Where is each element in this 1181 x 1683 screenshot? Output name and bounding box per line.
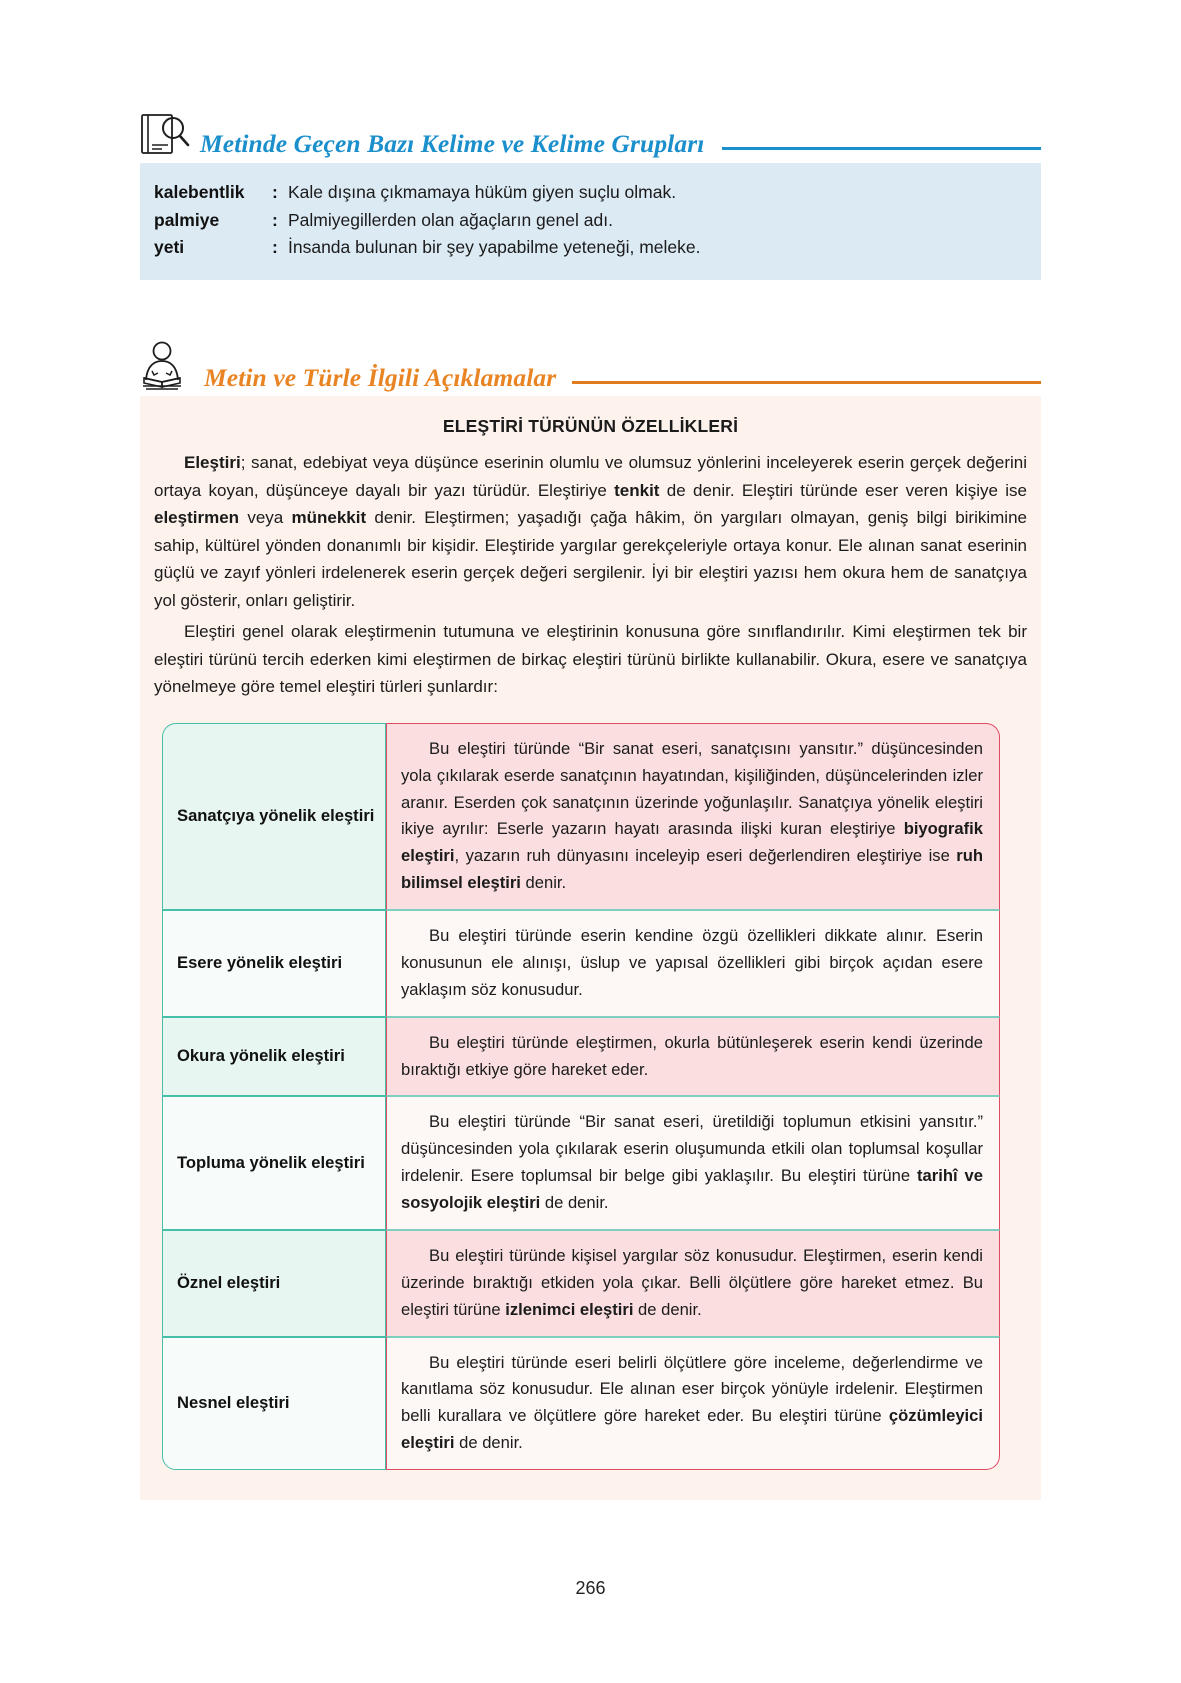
vocabulary-list-box <box>140 163 1041 280</box>
criticism-type-label: Okura yönelik eleştiri <box>162 1017 386 1097</box>
criticism-type-label: Öznel eleştiri <box>162 1230 386 1337</box>
genre-content-title: ELEŞTİRİ TÜRÜNÜN ÖZELLİKLERİ <box>442 416 739 436</box>
vocabulary-definition: Kale dışına çıkmamaya hüküm giyen suçlu olmak. <box>288 182 677 202</box>
criticism-type-description: Bu eleştiri türünde eseri belirli ölçütlere göre inceleme, değerlendirme ve kanıtlama söz konusudur. Ele alınan eser birçok yönüyle irdelenir. Eleştirmen belli kurallara ve ölçütlere göre hareket eder. Bu eleştiri türüne çözümleyici eleştiri de denir. <box>386 1337 1000 1471</box>
genre-section-header <box>140 340 1041 392</box>
vocabulary-section <box>140 112 1041 280</box>
vocabulary-term: kalebentlik <box>154 182 245 202</box>
vocabulary-colon: : <box>272 237 278 257</box>
genre-section-title: Metin ve Türle İlgili Açıklamalar <box>204 362 557 392</box>
criticism-type-description: Bu eleştiri türünde eserin kendine özgü özellikleri dikkate alınır. Eserin konusunun ele alınışı, üslup ve yapısal özellikleri gibi birçok açıdan esere yaklaşım söz konusudur. <box>386 910 1000 1017</box>
table-row <box>162 1017 1000 1097</box>
criticism-type-description: Bu eleştiri türünde “Bir sanat eseri, üretildiği toplumun etkisini yansıtır.” düşüncesinden yola çıkılarak eserin oluşumunda etkili olan toplumsal koşullar irdelenir. Esere toplumsal bir belge gibi yaklaşılır. Bu eleştiri türüne tarihî ve sosyolojik eleştiri de denir. <box>386 1096 1000 1230</box>
table-row <box>162 1230 1000 1337</box>
vocabulary-entry <box>140 179 1041 207</box>
genre-content-box <box>140 396 1041 1500</box>
vocabulary-colon: : <box>272 182 278 202</box>
criticism-type-description: Bu eleştiri türünde eleştirmen, okurla bütünleşerek eserin kendi üzerinde bıraktığı etkiye göre hareket eder. <box>386 1017 1000 1097</box>
vocabulary-term: yeti <box>154 237 185 257</box>
vocabulary-colon: : <box>272 209 278 230</box>
genre-paragraph: Eleştiri; sanat, edebiyat veya düşünce eserinin olumlu ve olumsuz yönlerini inceleyerek eserin gerçek değerini ortaya koyan, düşünceye dayalı bir yazı türüdür. Eleştiriye tenkit de denir. Eleştiri türünde eser veren kişiye ise eleştirmen veya münekkit denir. Eleştirmen; yaşadığı çağa hâkim, ön yargıları olmayan, geniş bilgi birikimine sahip, kültürel yönden donanımlı bir kişidir. Eleştiride yargılar gerekçeleriyle ortaya konur. Ele alınan sanat eserinin güçlü ve zayıf yönleri irdelenerek eserin gerçek değeri sergilenir. İyi bir eleştiri yazısı hem okura hem de sanatçıya yol gösterir, onları geliştirir. <box>154 453 1027 610</box>
criticism-type-description: Bu eleştiri türünde “Bir sanat eseri, sanatçısını yansıtır.” düşüncesinden yola çıkılarak eserde sanatçının hayatından, kişiliğinden, düşüncelerinden izler aranır. Eserden çok sanatçının üzerinde yoğunlaşılır. Sanatçıya yönelik eleştiri ikiye ayrılır: Eserle yazarın hayatı arasında ilişki kuran eleştiriye biyografik eleştiri, yazarın ruh dünyasını inceleyip eseri değerlendiren eleştiriye ise ruh bilimsel eleştiri denir. <box>386 723 1000 910</box>
table-row <box>162 1337 1000 1471</box>
vocabulary-definition: İnsanda bulunan bir şey yapabilme yeteneği, meleke. <box>288 237 701 257</box>
vocabulary-term: palmiye <box>154 209 220 230</box>
genre-explanation-section <box>140 340 1041 1500</box>
vocabulary-definition: Palmiyegillerden olan ağaçların genel adı. <box>288 209 613 230</box>
criticism-type-label: Sanatçıya yönelik eleştiri <box>162 723 386 910</box>
criticism-type-label: Nesnel eleştiri <box>162 1337 386 1471</box>
vocabulary-entry <box>140 207 1041 235</box>
book-magnifier-icon <box>140 112 192 158</box>
page-number: 266 <box>575 1578 606 1598</box>
criticism-type-label: Esere yönelik eleştiri <box>162 910 386 1017</box>
genre-paragraph: Eleştiri genel olarak eleştirmenin tutumuna ve eleştirinin konusuna göre sınıflandırılır. Kimi eleştirmen tek bir eleştiri türünü tercih ederken kimi eleştirmen de birkaç eleştiri türünü birlikte kullanabilir. Okura, esere ve sanatçıya yönelmeye göre temel eleştiri türleri şunlardır: <box>154 622 1027 697</box>
criticism-type-label: Topluma yönelik eleştiri <box>162 1096 386 1230</box>
genre-header-rule <box>572 381 1041 384</box>
person-reading-book-icon <box>140 340 198 392</box>
criticism-type-description: Bu eleştiri türünde kişisel yargılar söz konusudur. Eleştirmen, eserin kendi üzerinde bıraktığı etkiden yola çıkar. Belli ölçütlere göre hareket etmez. Bu eleştiri türüne izlenimci eleştiri de denir. <box>386 1230 1000 1337</box>
criticism-types-table <box>162 723 1000 1470</box>
table-row <box>162 1096 1000 1230</box>
table-row <box>162 723 1000 910</box>
table-row <box>162 910 1000 1017</box>
vocabulary-entry <box>140 234 1041 262</box>
vocabulary-header-rule <box>722 147 1041 150</box>
vocabulary-section-title: Metinde Geçen Bazı Kelime ve Kelime Grupları <box>200 128 705 158</box>
vocabulary-section-header <box>140 112 1041 158</box>
